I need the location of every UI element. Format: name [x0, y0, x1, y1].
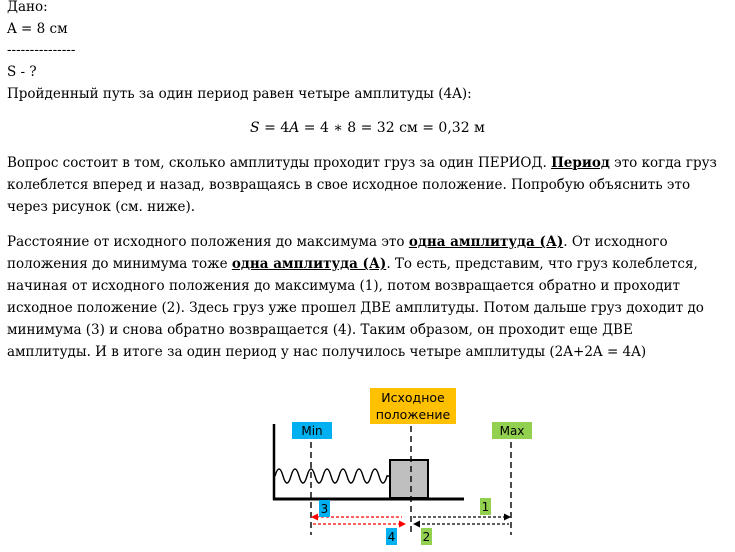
- formula-var-a: A: [289, 120, 300, 136]
- para1-line1-text: Вопрос состоит в том, сколько амплитуды проходит груз за один ПЕРИОД.: [7, 155, 552, 171]
- arrow-3-head: [311, 514, 318, 521]
- intro-text: Пройденный путь за один период равен четыре амплитуды (4A):: [7, 86, 472, 102]
- marker-4: 4: [387, 530, 396, 544]
- mass-block: [390, 460, 428, 498]
- para2-line6: амплитуды. И в итоге за один период у нас получилось четыре амплитуды (2A+2A = 4A): [7, 344, 647, 360]
- amplitude-term-1: одна амплитуда (А): [408, 234, 564, 250]
- given-label: Дано:: [7, 0, 48, 15]
- marker-2: 2: [422, 530, 431, 544]
- origin-label-line2: положение: [375, 407, 451, 422]
- max-label: Max: [499, 424, 525, 438]
- arrow-4-head: [399, 521, 406, 528]
- formula-var-s: S: [250, 120, 260, 136]
- para1-line3: через рисунок (см. ниже).: [7, 199, 196, 215]
- amplitude-term-2: одна амплитуда (А): [231, 256, 387, 272]
- arrow-1-head: [504, 514, 511, 521]
- find-label: S - ?: [7, 64, 37, 80]
- para1-line1-tail: это когда груз: [609, 155, 717, 171]
- para2-line2-tail: . То есть, представим, что груз колеблется,: [386, 256, 698, 272]
- marker-3: 3: [320, 502, 329, 516]
- spring: [275, 469, 389, 483]
- para2-line4: исходное положение (2). Здесь груз уже прошел ДВЕ амплитуды. Потом дальше груз доходит до: [7, 300, 704, 316]
- para2-line2-text: положения до минимума тоже: [7, 256, 232, 272]
- origin-label-line1: Исходное: [381, 390, 445, 405]
- para2-line1-text: Расстояние от исходного положения до максимума это: [7, 234, 409, 250]
- min-label: Min: [301, 424, 323, 438]
- formula-rest: = 4 ∗ 8 = 32 см = 0,32 м: [299, 120, 485, 136]
- para2-line3: начиная от исходного положения до максимума (1), потом возвращается обратно и проходит: [7, 278, 680, 294]
- given-amplitude: A = 8 см: [7, 21, 68, 37]
- para2-line5: минимума (3) и снова обратно возвращается (4). Таким образом, он проходит еще ДВЕ: [7, 322, 633, 338]
- para1-line2: колеблется вперед и назад, возвращаясь в свое исходное положение. Попробую объяснить это: [7, 177, 691, 193]
- marker-1: 1: [481, 500, 490, 514]
- para2-line1-tail: . От исходного: [563, 234, 668, 250]
- given-divider: ---------------: [7, 42, 76, 58]
- period-term: Период: [551, 155, 610, 171]
- arrow-2-head: [413, 521, 420, 528]
- formula-eq1: = 4: [259, 120, 290, 136]
